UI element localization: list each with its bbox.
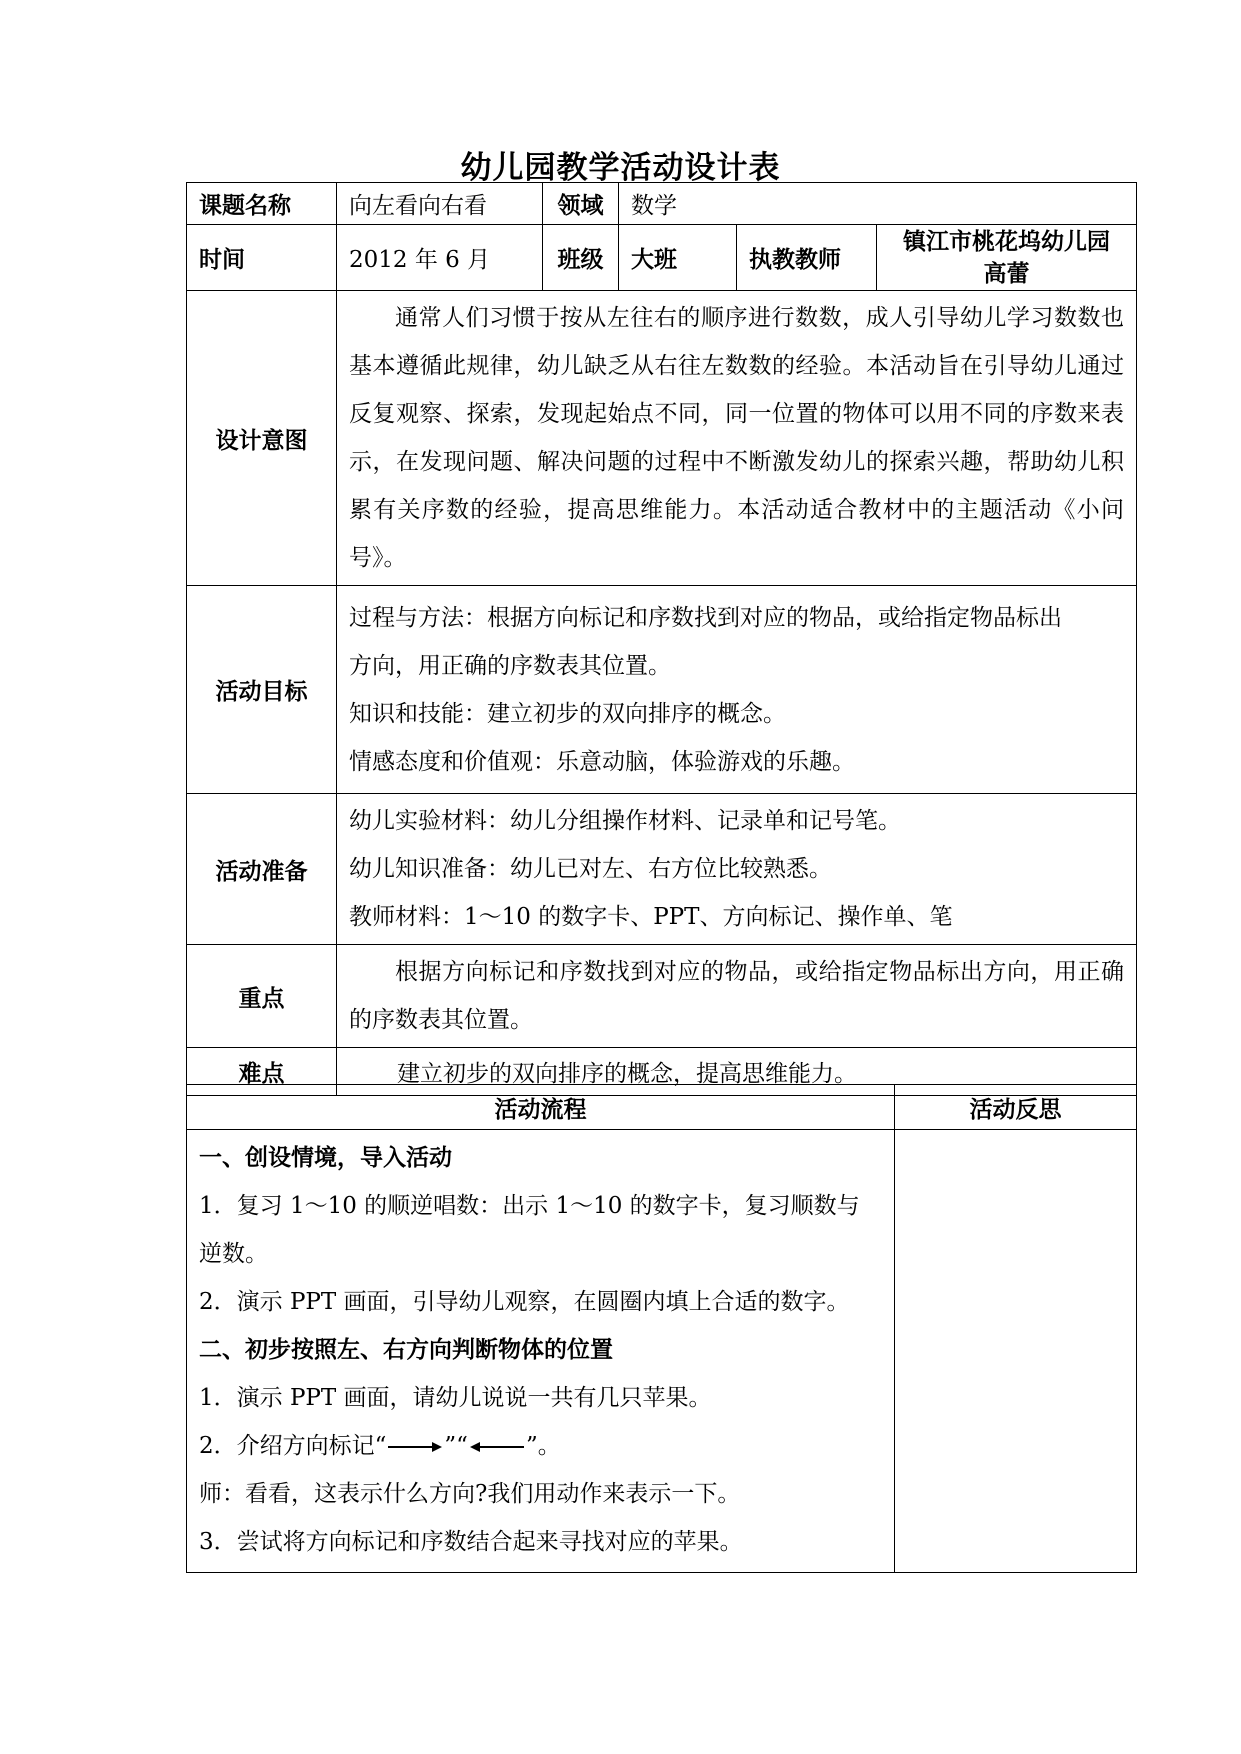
difficulty-text: 建立初步的双向排序的概念，提高思维能力。 — [337, 1048, 1137, 1096]
domain-value: 数学 — [619, 183, 1137, 225]
preparation-cell — [337, 794, 1137, 945]
class-label: 班级 — [543, 225, 619, 291]
section-1-item-2: 2．演示 PPT 画面，引导幼儿观察，在圆圈内填上合适的数字。 — [199, 1289, 850, 1315]
page-title: 幼儿园教学活动设计表 — [460, 150, 781, 186]
row-topic — [187, 183, 1137, 225]
section-2-item-1: 1．演示 PPT 画面，请幼儿说说一共有几只苹果。 — [199, 1385, 712, 1411]
key-point-label: 重点 — [187, 945, 337, 1048]
goals-line-3: 知识和技能：建立初步的双向排序的概念。 — [349, 700, 786, 727]
reflection-header: 活动反思 — [895, 1085, 1137, 1130]
goals-line-4: 情感态度和价值观：乐意动脑，体验游戏的乐趣。 — [349, 748, 855, 775]
teacher-school: 镇江市桃花坞幼儿园 — [903, 227, 1111, 255]
direction-intro-prefix: 2．介绍方向标记“ — [199, 1433, 387, 1459]
preparation-line-3: 教师材料：1～10 的数字卡、PPT、方向标记、操作单、笔 — [349, 904, 953, 930]
section-1-item-1a: 1．复习 1～10 的顺逆唱数：出示 1～10 的数字卡，复习顺数与 — [199, 1193, 860, 1219]
process-body-row — [187, 1130, 1137, 1573]
teacher-value — [877, 225, 1137, 291]
topic-label: 课题名称 — [187, 183, 337, 225]
goals-label: 活动目标 — [187, 586, 337, 794]
section-1-item-1b: 逆数。 — [199, 1241, 268, 1267]
key-point-text: 根据方向标记和序数找到对应的物品，或给指定物品标出方向，用正确的序数表其位置。 — [349, 959, 1125, 1033]
row-key-point — [187, 945, 1137, 1048]
process-header-row — [187, 1085, 1137, 1130]
info-table — [186, 182, 1137, 1096]
topic-value: 向左看向右看 — [337, 183, 543, 225]
section-2-teacher-line: 师：看看，这表示什么方向?我们用动作来表示一下。 — [199, 1481, 741, 1507]
right-arrow-icon — [386, 1440, 444, 1454]
design-intent-cell — [337, 291, 1137, 586]
flow-header: 活动流程 — [187, 1085, 895, 1130]
key-point-cell — [337, 945, 1137, 1048]
design-intent-text: 通常人们习惯于按从左往右的顺序进行数数，成人引导幼儿学习数数也基本遵循此规律，幼儿缺乏从右往左数数的经验。本活动旨在引导幼儿通过反复观察、探索，发现起始点不同，同一位置的物体可以用不同的序数来表示，在发现问题、解决问题的过程中不断激发幼儿的探索兴趣，帮助幼儿积累有关序数的经验，提高思维能力。本活动适合教材中的主题活动《小问号》。 — [349, 305, 1125, 571]
preparation-label: 活动准备 — [187, 794, 337, 945]
direction-intro-mid: ”“ — [444, 1433, 468, 1459]
section-2-item-2 — [199, 1422, 884, 1470]
goals-cell — [337, 586, 1137, 794]
row-design-intent — [187, 291, 1137, 586]
row-preparation — [187, 794, 1137, 945]
difficulty-label: 难点 — [187, 1048, 337, 1096]
teacher-label: 执教教师 — [737, 225, 877, 291]
section-2-item-3: 3．尝试将方向标记和序数结合起来寻找对应的苹果。 — [199, 1529, 743, 1555]
row-time — [187, 225, 1137, 291]
teacher-name: 高蕾 — [983, 259, 1030, 287]
preparation-line-2: 幼儿知识准备：幼儿已对左、右方位比较熟悉。 — [349, 856, 832, 882]
time-value: 2012 年 6 月 — [337, 225, 543, 291]
flow-cell — [187, 1130, 895, 1573]
preparation-line-1: 幼儿实验材料：幼儿分组操作材料、记录单和记号笔。 — [349, 808, 901, 834]
time-label: 时间 — [187, 225, 337, 291]
domain-label: 领域 — [543, 183, 619, 225]
goals-line-1: 过程与方法：根据方向标记和序数找到对应的物品，或给指定物品标出 — [349, 604, 1062, 631]
design-intent-label: 设计意图 — [187, 291, 337, 586]
left-arrow-icon — [468, 1440, 526, 1454]
class-value: 大班 — [619, 225, 737, 291]
row-goals — [187, 586, 1137, 794]
goals-line-2: 方向，用正确的序数表其位置。 — [349, 652, 671, 679]
direction-intro-suffix: ”。 — [525, 1433, 561, 1459]
process-table — [186, 1084, 1137, 1573]
section-2-title: 二、初步按照左、右方向判断物体的位置 — [199, 1336, 613, 1363]
reflection-cell — [895, 1130, 1137, 1573]
section-1-title: 一、创设情境，导入活动 — [199, 1144, 452, 1171]
